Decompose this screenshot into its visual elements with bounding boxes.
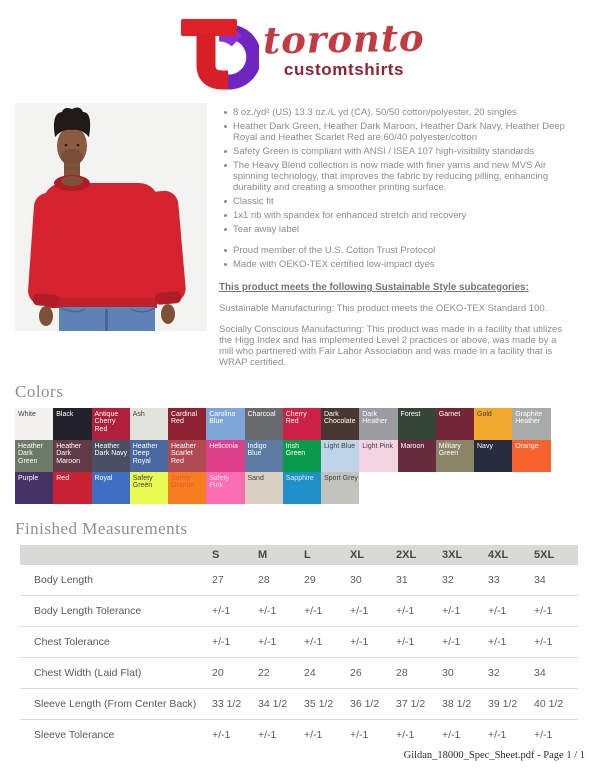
color-swatch-heather-dark-navy: Heather Dark Navy — [92, 440, 130, 472]
color-swatch-white: White — [15, 408, 53, 440]
product-details — [219, 103, 567, 368]
feature-bullet: Classic fit — [233, 196, 567, 207]
size-column-header: L — [302, 545, 348, 565]
color-swatch-light-blue: Light Blue — [321, 440, 359, 472]
size-column-header: 5XL — [532, 545, 578, 565]
color-swatch-ash: Ash — [130, 408, 168, 440]
color-swatch-antique-cherry-red: Antique Cherry Red — [92, 408, 130, 440]
color-swatch-heather-dark-maroon: Heather Dark Maroon — [53, 440, 91, 472]
color-swatch-cherry-red: Cherry Red — [283, 408, 321, 440]
feature-bullet: 8 oz./yd² (US) 13.3 oz./L yd (CA), 50/50 cotton/polyester, 20 singles — [233, 107, 567, 118]
measurement-value-cell: 20 — [210, 658, 256, 689]
measurement-value-cell: 34 — [534, 574, 546, 586]
color-swatch-red: Red — [53, 472, 91, 504]
color-swatch-light-pink: Light Pink — [359, 440, 397, 472]
measurements-table-header — [20, 545, 578, 565]
measurement-value-cell: 38 1/2 — [440, 689, 486, 720]
color-swatch-navy: Navy — [474, 440, 512, 472]
measurement-row-label: Sleeve Length (From Center Back) — [20, 689, 210, 720]
measurement-value-cell: +/-1 — [210, 596, 256, 627]
measurement-row-label: Chest Width (Laid Flat) — [20, 658, 210, 689]
swatch-row — [15, 472, 585, 504]
measurement-value-cell: 29 — [304, 574, 316, 586]
measurement-value-cell: 35 1/2 — [302, 689, 348, 720]
measurement-value-cell: +/-1 — [256, 627, 302, 658]
color-swatch-black: Black — [53, 408, 91, 440]
color-swatch-garnet: Garnet — [436, 408, 474, 440]
measurement-value-cell: +/-1 — [440, 720, 486, 751]
color-swatch-graphite-heather: Graphite Heather — [512, 408, 550, 440]
color-swatch-purple: Purple — [15, 472, 53, 504]
table-row — [20, 689, 578, 720]
color-swatch-royal: Royal — [92, 472, 130, 504]
size-column-header: 4XL — [486, 545, 532, 565]
color-swatch-safety-pink: Safety Pink — [206, 472, 244, 504]
measurement-value-cell: 32 — [486, 658, 532, 689]
sustainable-manufacturing-paragraph: Sustainable Manufacturing: This product meets the OEKO-TEX Standard 100. — [219, 303, 548, 314]
size-column-header: 2XL — [394, 545, 440, 565]
feature-bullet: Tear away label — [233, 224, 567, 235]
color-swatch-military-green: Military Green — [436, 440, 474, 472]
measurement-value-cell: 32 — [442, 574, 454, 586]
size-column-header: 3XL — [440, 545, 486, 565]
brand-logo-text — [263, 13, 425, 79]
brand-logo — [0, 0, 600, 99]
measurement-value-cell: 24 — [302, 658, 348, 689]
color-swatch-sapphire: Sapphire — [283, 472, 321, 504]
table-row — [20, 658, 578, 689]
table-row — [20, 596, 578, 627]
measurement-row-label: Chest Tolerance — [20, 627, 210, 658]
color-swatch-heather-deep-royal: Heather Deep Royal — [130, 440, 168, 472]
measurement-value-cell: 22 — [256, 658, 302, 689]
measurement-value-cell: 33 — [488, 574, 500, 586]
certification-bullet: Made with OEKO-TEX certified low-impact dyes — [233, 259, 567, 270]
color-swatch-heather-scarlet-red: Heather Scarlet Red — [168, 440, 206, 472]
measurement-row-label: Sleeve Tolerance — [20, 720, 210, 751]
page-footer — [404, 750, 585, 761]
measurements-section-title: Finished Measurements — [15, 519, 188, 538]
size-column-header: M — [256, 545, 302, 565]
measurement-value-cell: +/-1 — [532, 627, 578, 658]
measurement-value-cell: 34 1/2 — [256, 689, 302, 720]
sustainable-style-heading: This product meets the following Sustainable Style subcategories: — [219, 282, 529, 293]
measurement-value-cell: +/-1 — [348, 627, 394, 658]
measurement-value-cell: 39 1/2 — [486, 689, 532, 720]
measurement-value-cell: +/-1 — [210, 627, 256, 658]
certification-bullet-list — [219, 245, 567, 270]
measurement-value-cell: +/-1 — [348, 720, 394, 751]
measurement-value-cell: +/-1 — [486, 720, 532, 751]
measurement-value-cell: 37 1/2 — [394, 689, 440, 720]
feature-bullet: 1x1 rib with spandex for enhanced stretch and recovery — [233, 210, 567, 221]
socially-conscious-paragraph: Socially Conscious Manufacturing: This product was made in a facility that utilizes the Higg Index and has implemented Level 2 practices or above, was made by a mill who partnered with Fair Labor Association and was made in a facility that is WRAP certified. — [219, 324, 563, 368]
measurement-value-cell: 30 — [350, 574, 362, 586]
measurement-value-cell: 34 — [532, 658, 578, 689]
measurement-value-cell: +/-1 — [532, 720, 578, 751]
color-swatch-gold: Gold — [474, 408, 512, 440]
color-swatch-irish-green: Irish Green — [283, 440, 321, 472]
measurement-value-cell: +/-1 — [394, 720, 440, 751]
color-swatch-sport-grey: Sport Grey — [321, 472, 359, 504]
measurement-label-column-header — [20, 545, 210, 565]
measurement-value-cell: 36 1/2 — [348, 689, 394, 720]
color-swatch-dark-chocolate: Dark Chocolate — [321, 408, 359, 440]
brand-name-sub: customtshirts — [283, 60, 405, 79]
measurement-value-cell: 27 — [212, 574, 224, 586]
footer-filename-page-label: Gildan_18000_Spec_Sheet.pdf - Page 1 / 1 — [403, 750, 585, 761]
feature-bullet: The Heavy Blend collection is now made with finer yarns and new MVS Air spinning technology, that improves the fabric by reducing pilling, enhancing durability and creating a smoother printing surface. — [233, 160, 567, 193]
color-swatch-safety-orange: Safety Orange — [168, 472, 206, 504]
product-overview-section — [15, 103, 585, 368]
size-column-header: XL — [348, 545, 394, 565]
measurement-value-cell: +/-1 — [532, 596, 578, 627]
measurement-value-cell: +/-1 — [302, 720, 348, 751]
measurement-value-cell: +/-1 — [256, 720, 302, 751]
feature-bullet: Safety Green is compliant with ANSI / ISEA 107 high-visibility standards — [233, 146, 567, 157]
size-column-header: S — [210, 545, 256, 565]
color-swatch-carolina-blue: Carolina Blue — [206, 408, 244, 440]
measurement-value-cell: +/-1 — [302, 627, 348, 658]
tc-monogram-icon — [175, 13, 259, 93]
swatch-row — [15, 440, 585, 472]
measurement-value-cell: +/-1 — [348, 596, 394, 627]
measurement-value-cell: +/-1 — [394, 627, 440, 658]
color-swatch-forest: Forest — [398, 408, 436, 440]
model-red-sweatshirt-illustration — [15, 103, 207, 331]
measurement-value-cell: +/-1 — [302, 596, 348, 627]
measurement-value-cell: 28 — [394, 658, 440, 689]
measurement-value-cell: +/-1 — [440, 596, 486, 627]
brand-name-script: toronto — [262, 15, 426, 63]
product-photo — [15, 103, 207, 331]
swatch-row — [15, 408, 585, 440]
color-swatch-safety-green: Safety Green — [130, 472, 168, 504]
color-swatch-maroon: Maroon — [398, 440, 436, 472]
measurement-row-label: Body Length Tolerance — [20, 596, 210, 627]
color-swatch-grid — [15, 408, 585, 504]
measurement-value-cell: 33 1/2 — [210, 689, 256, 720]
table-row — [20, 720, 578, 751]
finished-measurements-section — [15, 519, 585, 750]
measurements-table — [20, 545, 578, 750]
measurement-value-cell: 28 — [258, 574, 270, 586]
measurement-value-cell: +/-1 — [486, 627, 532, 658]
feature-bullet: Heather Dark Green, Heather Dark Maroon, Heather Dark Navy, Heather Deep Royal and Heather Scarlet Red are 60/40 polyester/cotton — [233, 121, 567, 143]
measurement-row-label: Body Length — [34, 574, 93, 586]
feature-bullet-list — [219, 107, 567, 235]
table-row — [20, 565, 578, 596]
measurement-value-cell: 30 — [440, 658, 486, 689]
colors-section — [15, 382, 585, 504]
color-swatch-heliconia: Heliconia — [206, 440, 244, 472]
color-swatch-charcoal: Charcoal — [245, 408, 283, 440]
colors-section-title: Colors — [15, 382, 64, 401]
color-swatch-dark-heather: Dark Heather — [359, 408, 397, 440]
measurement-value-cell: +/-1 — [440, 627, 486, 658]
measurement-value-cell: +/-1 — [394, 596, 440, 627]
color-swatch-sand: Sand — [245, 472, 283, 504]
measurement-value-cell: +/-1 — [486, 596, 532, 627]
color-swatch-heather-dark-green: Heather Dark Green — [15, 440, 53, 472]
color-swatch-orange: Orange — [512, 440, 550, 472]
color-swatch-indigo-blue: Indigo Blue — [245, 440, 283, 472]
measurement-value-cell: 26 — [348, 658, 394, 689]
certification-bullet: Proud member of the U.S. Cotton Trust Protocol — [233, 245, 567, 256]
measurement-value-cell: +/-1 — [256, 596, 302, 627]
measurement-value-cell: 31 — [396, 574, 408, 586]
measurement-value-cell: 40 1/2 — [532, 689, 578, 720]
table-row — [20, 627, 578, 658]
measurement-value-cell: +/-1 — [210, 720, 256, 751]
color-swatch-cardinal-red: Cardinal Red — [168, 408, 206, 440]
